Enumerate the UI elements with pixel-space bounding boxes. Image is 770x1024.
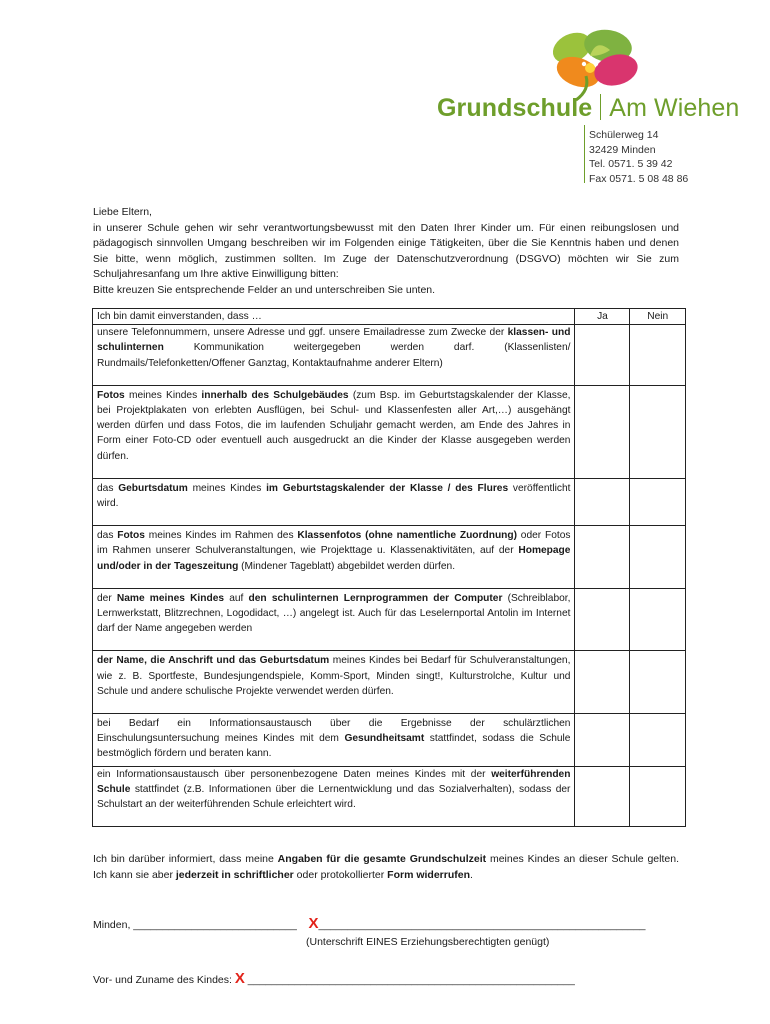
checkbox-no-birthday[interactable] xyxy=(630,478,686,525)
column-header-no: Nein xyxy=(630,309,686,325)
school-logo xyxy=(520,26,690,102)
checkbox-no-computer[interactable] xyxy=(630,588,686,651)
school-name-rest: Am Wiehen xyxy=(609,94,740,122)
intro-body: in unserer Schule gehen wir sehr verantwortungsbewusst mit den Daten Ihrer Kinder um. Für einen reibungslosen und pädagogisch sinnvollen Umgang beschreiben wir im Folgenden einige Tätigkeiten, über die Sie Kenntnis haben und denen Sie bitte, wenn möglich, zustimmen sollten. Im Zuge der Datenschutzverordnung (DSGVO) möchten wir Sie zum Schuljahresanfang um Ihre aktive Einwilligung bitten: xyxy=(93,221,679,280)
consent-statement xyxy=(93,588,575,651)
sign-here-mark: X xyxy=(234,970,245,987)
text: veröffentlicht wird. xyxy=(97,482,571,510)
text: der xyxy=(97,592,117,604)
text-bold: den schulinternen Lernprogrammen der Computer xyxy=(248,592,503,604)
text: bei Bedarf ein Informationsaustausch über die Ergebnisse der schulärztlichen Einschulungsuntersuchung meines Kindes mit dem xyxy=(97,718,571,745)
closing-paragraph xyxy=(93,851,679,883)
child-name-label: Vor- und Zuname des Kindes: xyxy=(93,974,235,986)
consent-row-contact xyxy=(93,325,686,386)
checkbox-no-events[interactable] xyxy=(630,651,686,714)
consent-row-class-photos xyxy=(93,526,686,589)
text: das xyxy=(97,530,118,542)
text: meines Kindes xyxy=(187,482,267,494)
name-divider xyxy=(600,94,601,120)
consent-statement xyxy=(93,651,575,714)
consent-row-photos-building xyxy=(93,385,686,478)
text-bold: im Geburtstagskalender der Klasse / des Flures xyxy=(266,482,509,494)
consent-table xyxy=(92,308,686,827)
text: das xyxy=(97,482,119,494)
text-bold: jederzeit in schriftlicher xyxy=(175,869,294,881)
checkbox-yes-secondary-school[interactable] xyxy=(575,766,630,827)
text: ein Informationsaustausch über personenbezogene Daten meines Kindes mit der xyxy=(97,768,492,780)
school-name xyxy=(437,94,739,123)
checkbox-no-photos-building[interactable] xyxy=(630,385,686,478)
school-address xyxy=(589,128,688,186)
text: stattfindet, sodass die Schule bestmöglich fördern und beraten kann. xyxy=(97,733,571,760)
checkbox-no-secondary-school[interactable] xyxy=(630,766,686,827)
text: oder protokollierter xyxy=(293,869,388,881)
consent-row-secondary-school xyxy=(93,766,686,827)
text: (zum Bsp. im Geburtstagskalender der Klasse, bei Projektplakaten von erlebten Ausflügen, bei Schul- und Klassenfesten aller Art,…) ausgehängt werden dürfen und dass Fotos, die im laufenden Schuljahr gemacht werden, am Ende des Jahres in Form einer Foto-CD oder eventuell auch ausgedruckt an die Kinder der Klasse ausgegeben werden dürfen. xyxy=(97,389,571,462)
text: meines Kindes xyxy=(124,389,202,401)
consent-row-computer xyxy=(93,588,686,651)
text-bold: weiterführenden Schule xyxy=(97,768,571,795)
text-bold: der Name, die Anschrift und das Geburtsdatum xyxy=(97,655,330,667)
text: meines Kindes bei Bedarf für Schulveranstaltungen, wie z. B. Sportfeste, Bundesjungendspiele, Komm-Sport, Minden singt!, Kulturstrolche, Kultur und Schule und andere schulische Projekte verwendet werden dürfen. xyxy=(97,655,571,697)
signature-row xyxy=(93,915,646,932)
greeting: Liebe Eltern, xyxy=(93,206,152,218)
child-name-row xyxy=(93,970,575,987)
text: . xyxy=(470,869,473,881)
consent-statement xyxy=(93,385,575,478)
checkbox-yes-birthday[interactable] xyxy=(575,478,630,525)
closing-text xyxy=(93,851,679,883)
checkbox-yes-events[interactable] xyxy=(575,651,630,714)
address-city: 32429 Minden xyxy=(589,143,656,156)
consent-statement xyxy=(93,766,575,827)
school-name-bold: Grundschule xyxy=(437,94,593,122)
address-street: Schülerweg 14 xyxy=(589,129,659,141)
checkbox-yes-health[interactable] xyxy=(575,714,630,767)
checkbox-yes-computer[interactable] xyxy=(575,588,630,651)
text-bold: Angaben für die gesamte Grundschulzeit xyxy=(277,853,487,865)
text-bold: innerhalb des Schulgebäudes xyxy=(201,389,349,401)
consent-row-events xyxy=(93,651,686,714)
text-bold: Fotos xyxy=(97,389,125,401)
text: stattfindet (z.B. Informationen über die Lernentwicklung und das Sozialverhalten), sodass der Schulstart an der weiterführenden Schule erleichtert wird. xyxy=(97,783,571,811)
signature-field[interactable]: ________________________________________________________ xyxy=(318,919,646,931)
consent-statement xyxy=(93,478,575,525)
text: auf xyxy=(224,592,249,604)
text: Kommunikation weitergegeben werden darf. (Klassenlisten/ Rundmails/Telefonketten/Offener Ganztag, Kontaktaufnahme anderer Eltern) xyxy=(97,342,571,369)
text-bold: Gesundheitsamt xyxy=(344,733,425,745)
text-bold: Geburtsdatum xyxy=(118,482,188,494)
consent-statement xyxy=(93,526,575,589)
column-header-yes: Ja xyxy=(575,309,630,325)
sign-here-mark: X xyxy=(308,915,319,932)
text: Ich bin darüber informiert, dass meine xyxy=(93,853,278,865)
signature-note: (Unterschrift EINES Erziehungsberechtigten genügt) xyxy=(306,936,550,948)
text-bold: Klassenfotos (ohne namentliche Zuordnung) xyxy=(297,530,518,542)
intro-text xyxy=(93,205,679,298)
consent-row-health xyxy=(93,714,686,767)
checkbox-no-health[interactable] xyxy=(630,714,686,767)
text-bold: Homepage und/oder in der Tageszeitung xyxy=(97,545,571,572)
checkbox-no-class-photos[interactable] xyxy=(630,526,686,589)
text: (Schreiblabor, Lernwerkstatt, Blitzrechnen, Logodidact, …) angelegt ist. Auch für das Leselernportal Antolin im Internet darf der Name angegeben werden xyxy=(97,592,571,635)
text-bold: klassen- und schulinternen xyxy=(97,327,571,354)
text: oder Fotos im Rahmen unserer Schulveranstaltungen, wie Projekttage u. Klassenaktivitäten, auf der xyxy=(97,530,571,557)
address-divider xyxy=(584,125,585,183)
consent-statement xyxy=(93,714,575,767)
consent-row-birthday xyxy=(93,478,686,525)
text-bold: Form widerrufen xyxy=(387,869,470,881)
child-name-field[interactable]: ________________________________________________________ xyxy=(247,974,575,986)
checkbox-yes-class-photos[interactable] xyxy=(575,526,630,589)
text-bold: Name meines Kindes xyxy=(116,592,225,604)
address-phone: Tel. 0571. 5 39 42 xyxy=(589,158,673,170)
consent-statement xyxy=(93,325,575,386)
table-head-statement: Ich bin damit einverstanden, dass … xyxy=(93,309,575,325)
checkbox-yes-photos-building[interactable] xyxy=(575,385,630,478)
text: meines Kindes im Rahmen des xyxy=(144,530,298,542)
text: unsere Telefonnummern, unsere Adresse und ggf. unsere Emailadresse zum Zwecke der xyxy=(97,327,508,339)
checkbox-no-contact[interactable] xyxy=(630,325,686,386)
text-bold: Fotos xyxy=(117,530,145,542)
intro-instruction: Bitte kreuzen Sie entsprechende Felder an und unterschreiben Sie unten. xyxy=(93,283,436,296)
text: (Mindener Tageblatt) abgebildet werden dürfen. xyxy=(238,560,456,572)
place-label: Minden, xyxy=(93,919,134,931)
table-header-row xyxy=(93,309,686,325)
date-field[interactable]: ____________________________ xyxy=(133,919,297,931)
checkbox-yes-contact[interactable] xyxy=(575,325,630,386)
text: meines Kindes an dieser Schule gelten. Ich kann sie aber xyxy=(93,853,679,881)
address-fax: Fax 0571. 5 08 48 86 xyxy=(589,172,689,185)
